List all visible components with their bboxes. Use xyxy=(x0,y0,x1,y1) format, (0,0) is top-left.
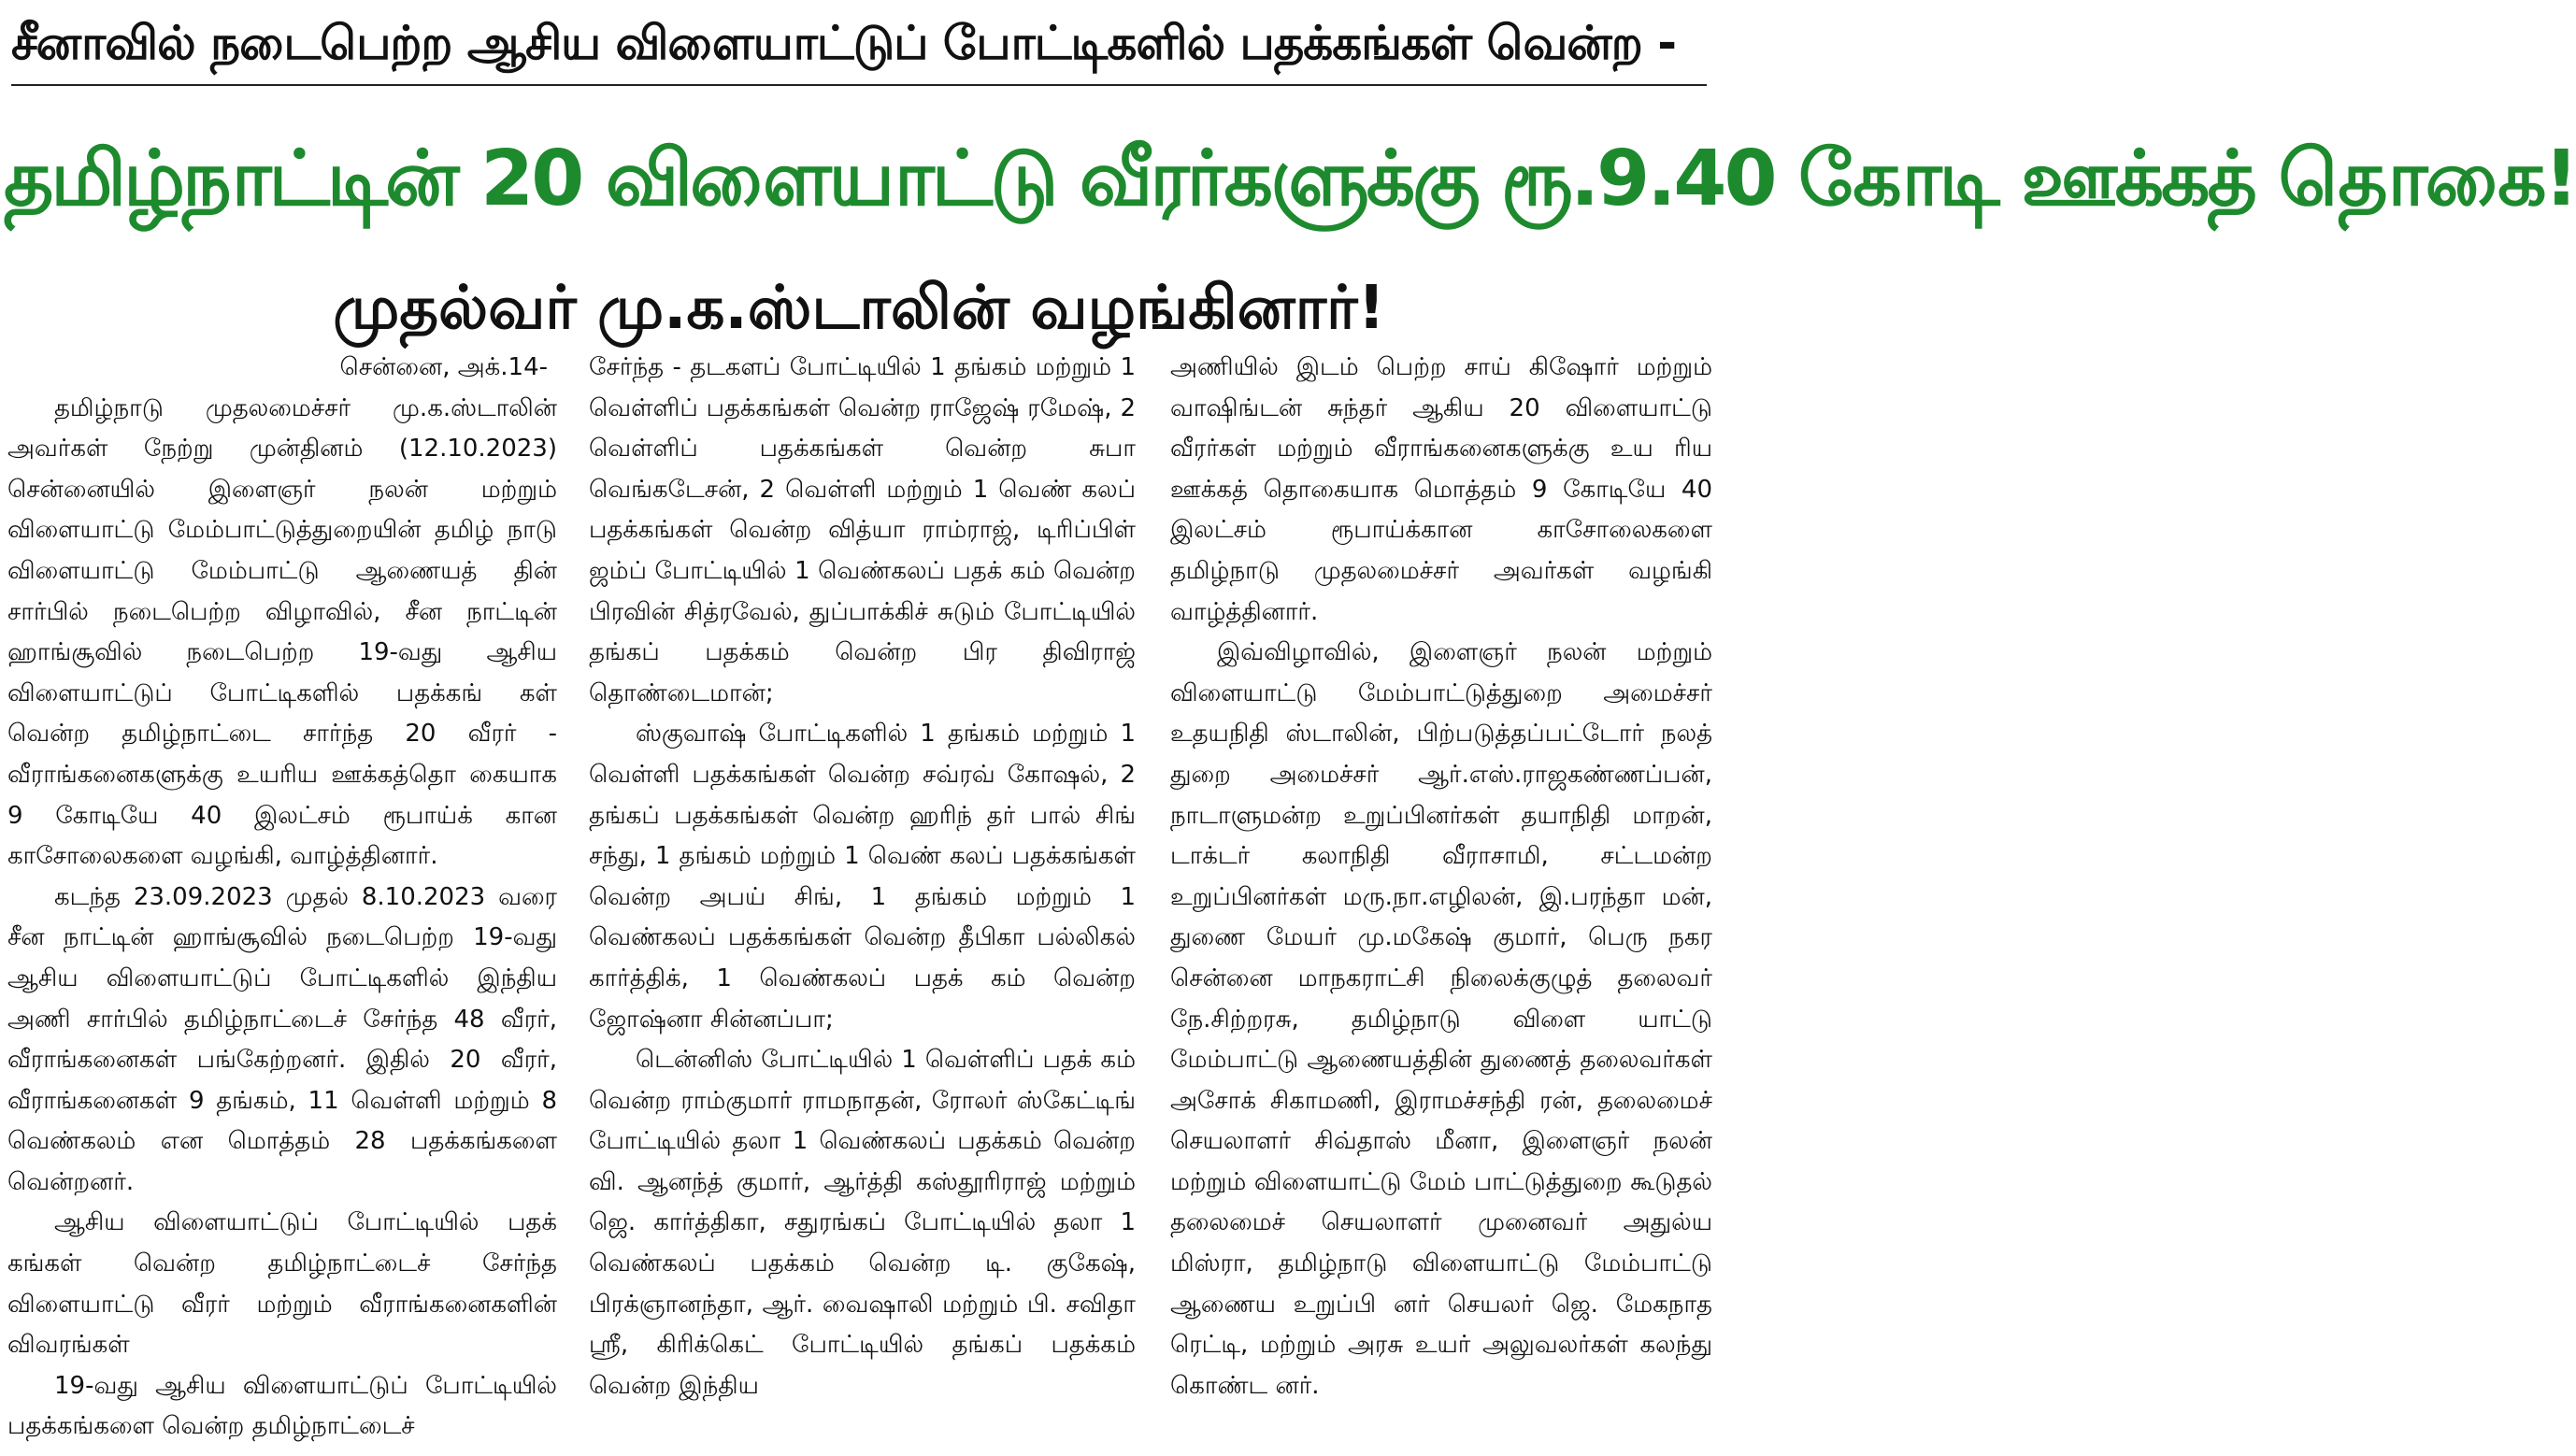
article-kicker: சீனாவில் நடைபெற்ற ஆசிய விளையாட்டுப் போட்டிகளில் பதக்கங்கள் வென்ற - xyxy=(11,16,1676,70)
paragraph: தமிழ்நாடு முதலமைச்சர் மு.க.ஸ்டாலின் அவர்கள் நேற்று முன்தினம் (12.10.2023) சென்னையில் இளைஞர் நலன் மற்றும் விளையாட்டு மேம்பாட்டுத்துறையின் தமிழ் நாடு விளையாட்டு மேம்பாட்டு ஆணையத் தின் சார்பில் நடைபெற்ற விழாவில், சீன நாட்டின் ஹாங்சூவில் நடைபெற்ற 19-வது ஆசிய விளையாட்டுப் போட்டிகளில் பதக்கங் கள் வென்ற தமிழ்நாட்டை சார்ந்த 20 வீரர் - வீராங்கனைகளுக்கு உயரிய ஊக்கத்தொ கையாக 9 கோடியே 40 இலட்சம் ரூபாய்க் கான காசோலைகளை வழங்கி, வாழ்த்தினார். xyxy=(7,393,557,871)
paragraph: 19-வது ஆசிய விளையாட்டுப் போட்டியில் பதக்கங்களை வென்ற தமிழ்நாட்டைச் xyxy=(7,1371,557,1441)
article-column-3 xyxy=(1170,348,1712,1450)
paragraph: சேர்ந்த - தடகளப் போட்டியில் 1 தங்கம் மற்றும் 1 வெள்ளிப் பதக்கங்கள் வென்ற ராஜேஷ் ரமேஷ், 2 வெள்ளிப் பதக்கங்கள் வென்ற சுபா வெங்கடேசன், 2 வெள்ளி மற்றும் 1 வெண் கலப் பதக்கங்கள் வென்ற வித்யா ராம்ராஜ், டிரிப்பிள் ஜம்ப் போட்டியில் 1 வெண்கலப் பதக் கம் வென்ற பிரவின் சித்ரவேல், துப்பாக்கிச் சுடும் போட்டியில் தங்கப் பதக்கம் வென்ற பிர திவிராஜ் தொண்டைமான்; xyxy=(589,353,1136,707)
article-column-2 xyxy=(589,348,1136,1450)
paragraph: இவ்விழாவில், இளைஞர் நலன் மற்றும் விளையாட்டு மேம்பாட்டுத்துறை அமைச்சர் உதயநிதி ஸ்டாலின், பிற்படுத்தப்பட்டோர் நலத் துறை அமைச்சர் ஆர்.எஸ்.ராஜகண்ணப்பன், நாடாளுமன்ற உறுப்பினர்கள் தயாநிதி மாறன், டாக்டர் கலாநிதி வீராசாமி, சட்டமன்ற உறுப்பினர்கள் மரு.நா.எழிலன், இ.பரந்தா மன், துணை மேயர் மு.மகேஷ் குமார், பெரு நகர சென்னை மாநகராட்சி நிலைக்குழுத் தலைவர் நே.சிற்றரசு, தமிழ்நாடு விளை யாட்டு மேம்பாட்டு ஆணையத்தின் துணைத் தலைவர்கள் அசோக் சிகாமணி, இராமச்சந்தி ரன், தலைமைச் செயலாளர் சிவ்தாஸ் மீனா, இளைஞர் நலன் மற்றும் விளையாட்டு மேம் பாட்டுத்துறை கூடுதல் தலைமைச் செயலாளர் முனைவர் அதுல்ய மிஸ்ரா, தமிழ்நாடு விளையாட்டு மேம்பாட்டு ஆணைய உறுப்பி னர் செயலர் ஜெ. மேகநாத ரெட்டி, மற்றும் அரசு உயர் அலுவலர்கள் கலந்து கொண்ட னர். xyxy=(1170,638,1712,1400)
article-column-1 xyxy=(7,348,557,1450)
paragraph: டென்னிஸ் போட்டியில் 1 வெள்ளிப் பதக் கம் வென்ற ராம்குமார் ராமநாதன், ரோலர் ஸ்கேட்டிங் போட்டியில் தலா 1 வெண்கலப் பதக்கம் வென்ற வி. ஆனந்த் குமார், ஆர்த்தி கஸ்தூரிராஜ் மற்றும் ஜெ. கார்த்திகா, சதுரங்கப் போட்டியில் தலா 1 வெண்கலப் பதக்கம் வென்ற டி. குகேஷ், பிரக்ஞானந்தா, ஆர். வைஷாலி மற்றும் பி. சவிதா ஸ்ரீ, கிரிக்கெட் போட்டியில் தங்கப் பதக்கம் வென்ற இந்திய xyxy=(589,1046,1136,1400)
kicker-divider xyxy=(11,84,1707,86)
paragraph: ஸ்குவாஷ் போட்டிகளில் 1 தங்கம் மற்றும் 1 வெள்ளி பதக்கங்கள் வென்ற சவ்ரவ் கோஷல், 2 தங்கப் பதக்கங்கள் வென்ற ஹரிந் தர் பால் சிங் சந்து, 1 தங்கம் மற்றும் 1 வெண் கலப் பதக்கங்கள் வென்ற அபய் சிங், 1 தங்கம் மற்றும் 1 வெண்கலப் பதக்கங்கள் வென்ற தீபிகா பல்லிகல் கார்த்திக், 1 வெண்கலப் பதக் கம் வென்ற ஜோஷ்னா சின்னப்பா; xyxy=(589,720,1136,1034)
paragraph: கடந்த 23.09.2023 முதல் 8.10.2023 வரை சீன நாட்டின் ஹாங்சூவில் நடைபெற்ற 19-வது ஆசிய விளையாட்டுப் போட்டிகளில் இந்திய அணி சார்பில் தமிழ்நாட்டைச் சேர்ந்த 48 வீரர், வீராங்கனைகள் பங்கேற்றனர். இதில் 20 வீரர், வீராங்கனைகள் 9 தங்கம், 11 வெள்ளி மற்றும் 8 வெண்கலம் என மொத்தம் 28 பதக்கங்களை வென்றனர். xyxy=(7,882,557,1196)
article-subhead: முதல்வர் மு.க.ஸ்டாலின் வழங்கினார்! xyxy=(333,274,1385,343)
article-headline: தமிழ்நாட்டின் 20 விளையாட்டு வீரர்களுக்கு ரூ.9.40 கோடி ஊக்கத் தொகை! xyxy=(4,135,2576,223)
paragraph: அணியில் இடம் பெற்ற சாய் கிஷோர் மற்றும் வாஷிங்டன் சுந்தர் ஆகிய 20 விளையாட்டு வீரர்கள் மற்றும் வீராங்கனைகளுக்கு உய ரிய ஊக்கத் தொகையாக மொத்தம் 9 கோடியே 40 இலட்சம் ரூபாய்க்கான காசோலைகளை தமிழ்நாடு முதலமைச்சர் அவர்கள் வழங்கி வாழ்த்தினார். xyxy=(1170,353,1712,626)
paragraph: ஆசிய விளையாட்டுப் போட்டியில் பதக் கங்கள் வென்ற தமிழ்நாட்டைச் சேர்ந்த விளையாட்டு வீரர் மற்றும் வீராங்கனைகளின் விவரங்கள் xyxy=(7,1208,557,1360)
dateline: சென்னை, அக்.14- xyxy=(339,353,548,381)
